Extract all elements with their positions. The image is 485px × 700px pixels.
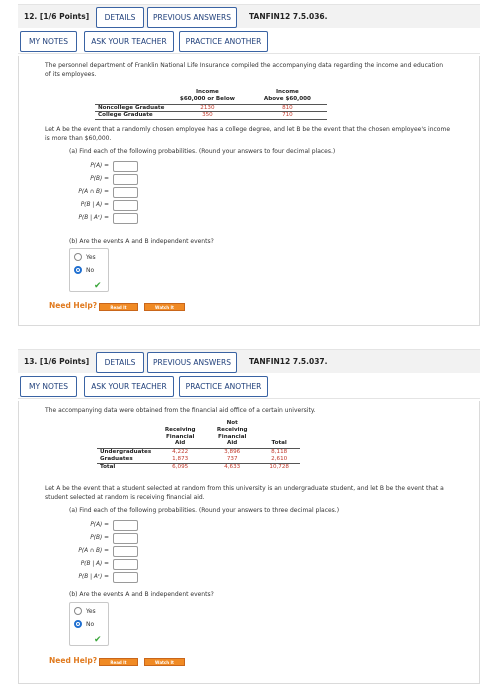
- radio-button-selected[interactable]: [74, 620, 82, 628]
- event-definition: Let A be the event that a student selected at random from this university is an undergraduate student, and let B be the event that a student selected at random is receiving financial aid.: [45, 485, 444, 501]
- prob-label-pb: P(B) =: [90, 535, 109, 541]
- data-table: [95, 89, 327, 120]
- table-cell: 810: [247, 104, 327, 112]
- option-no[interactable]: [74, 620, 94, 628]
- row-label: Total: [100, 463, 116, 470]
- table-cell: 350: [167, 112, 247, 120]
- table-row: [95, 104, 327, 112]
- answer-input-pa[interactable]: [113, 520, 138, 531]
- practice-another-button[interactable]: PRACTICE ANOTHER: [179, 31, 268, 52]
- table-header: [154, 420, 206, 449]
- row-label: Undergraduates: [100, 449, 152, 456]
- table-row: [95, 112, 327, 120]
- table-cell: 4,633: [224, 463, 241, 470]
- header-line: $60,000 or Below: [179, 95, 235, 102]
- option-label: Yes: [86, 253, 96, 261]
- table-cell: 6,095: [172, 463, 189, 470]
- header-line: Income: [195, 89, 219, 95]
- table-cell: 1,873: [154, 456, 206, 463]
- prob-label-pa: P(A) =: [90, 163, 109, 169]
- question-code: TANFIN12 7.5.036.: [249, 12, 328, 21]
- question-intro: The personnel department of Franklin National Life Insurance compiled the accompanying data regarding the income and education of its employees.: [45, 62, 444, 78]
- answer-input-pab[interactable]: [113, 187, 138, 198]
- details-button[interactable]: DETAILS: [96, 352, 144, 373]
- table-cell: 4,222: [172, 449, 189, 456]
- table-row: [97, 449, 300, 456]
- table-header: [167, 89, 247, 104]
- radio-button[interactable]: [74, 607, 82, 615]
- radio-button[interactable]: [74, 253, 82, 261]
- table-cell: 8,118: [271, 449, 288, 456]
- check-icon: ✔: [94, 281, 102, 291]
- question-code: TANFIN12 7.5.037.: [249, 357, 328, 366]
- event-definition: Let A be the event that a randomly chosen employee has a college degree, and let B be the event that the chosen employee's income is more than $60,000.: [45, 126, 451, 142]
- ask-teacher-button[interactable]: ASK YOUR TEACHER: [84, 31, 174, 52]
- option-yes[interactable]: [74, 253, 96, 261]
- practice-another-button[interactable]: PRACTICE ANOTHER: [179, 376, 268, 397]
- answer-input-pba[interactable]: [113, 559, 138, 570]
- header-line: Income: [275, 89, 299, 95]
- table-corner: [97, 420, 154, 449]
- header-line: Above $60,000: [263, 95, 311, 102]
- question-body: [18, 401, 480, 684]
- header-line: Financial: [165, 433, 195, 440]
- read-it-button[interactable]: Read It: [99, 303, 138, 311]
- table-cell: 10,728: [269, 463, 289, 470]
- answer-input-pb[interactable]: [113, 533, 138, 544]
- answer-input-pbac[interactable]: [113, 213, 138, 224]
- table-row: [97, 463, 300, 470]
- need-help-label: Need Help?: [49, 656, 98, 665]
- question-header: [18, 349, 480, 373]
- data-table: [97, 420, 300, 471]
- row-label: Graduates: [97, 456, 154, 463]
- question-number: 12. [1/6 Points]: [24, 12, 90, 21]
- check-icon: ✔: [94, 635, 102, 645]
- prob-label-pa: P(A) =: [90, 522, 109, 528]
- question-12: [18, 4, 480, 326]
- answer-input-pb[interactable]: [113, 174, 138, 185]
- radio-group: [69, 248, 109, 292]
- prob-label-pb: P(B) =: [90, 176, 109, 182]
- question-toolbar: [18, 28, 480, 54]
- prob-label-pab: P(A ∩ B) =: [78, 189, 109, 195]
- table-header: [247, 89, 327, 104]
- prob-label-pba: P(B | A) =: [80, 202, 109, 208]
- part-b-prompt: (b) Are the events A and B independent events?: [69, 591, 214, 598]
- part-b-prompt: (b) Are the events A and B independent events?: [69, 238, 214, 245]
- ask-teacher-button[interactable]: ASK YOUR TEACHER: [84, 376, 174, 397]
- table-cell: 2130: [167, 104, 247, 112]
- row-label: Noncollege Graduate: [95, 104, 167, 112]
- details-button[interactable]: DETAILS: [96, 7, 144, 28]
- previous-answers-button[interactable]: PREVIOUS ANSWERS: [147, 352, 237, 373]
- need-help-label: Need Help?: [49, 301, 98, 310]
- table-header: [258, 420, 300, 449]
- question-number: 13. [1/6 Points]: [24, 357, 90, 366]
- radio-button-selected[interactable]: [74, 266, 82, 274]
- previous-answers-button[interactable]: PREVIOUS ANSWERS: [147, 7, 237, 28]
- table-cell: 737: [206, 456, 258, 463]
- answer-input-pbac[interactable]: [113, 572, 138, 583]
- table-header: [206, 420, 258, 449]
- header-line: Not: [226, 420, 238, 426]
- header-line: Receiving: [216, 426, 248, 433]
- read-it-button[interactable]: Read It: [99, 658, 138, 666]
- question-body: [18, 56, 480, 326]
- option-yes[interactable]: [74, 607, 96, 615]
- part-a-prompt: (a) Find each of the following probabilities. (Round your answers to three decimal places.): [69, 507, 340, 514]
- prob-label-pba: P(B | A) =: [80, 561, 109, 567]
- table-cell: 710: [247, 112, 327, 120]
- my-notes-button[interactable]: MY NOTES: [20, 376, 77, 397]
- question-header: [18, 4, 480, 28]
- header-line: Receiving: [164, 426, 196, 433]
- header-line: Aid: [227, 440, 238, 447]
- part-a-prompt: (a) Find each of the following probabilities. (Round your answers to four decimal places.): [69, 148, 336, 155]
- table-cell: 3,896: [224, 449, 241, 456]
- header-line: Financial: [217, 433, 247, 440]
- answer-input-pba[interactable]: [113, 200, 138, 211]
- question-intro: The accompanying data were obtained from the financial aid office of a certain university.: [45, 407, 316, 414]
- option-label: No: [86, 620, 95, 628]
- prob-label-pab: P(A ∩ B) =: [78, 548, 109, 554]
- answer-input-pa[interactable]: [113, 161, 138, 172]
- option-label: Yes: [86, 607, 96, 615]
- watch-it-button[interactable]: Watch It: [144, 658, 185, 666]
- prob-label-pbac: P(B | Aᶜ) =: [78, 215, 109, 221]
- option-no[interactable]: [74, 266, 94, 274]
- table-row: [97, 456, 300, 463]
- table-corner: [95, 89, 167, 104]
- watch-it-button[interactable]: Watch It: [144, 303, 185, 311]
- table-cell: 2,610: [258, 456, 300, 463]
- radio-group: [69, 602, 109, 646]
- answer-input-pab[interactable]: [113, 546, 138, 557]
- question-toolbar: [18, 373, 480, 399]
- header-line: Total: [271, 440, 287, 447]
- header-line: Aid: [175, 440, 186, 447]
- prob-label-pbac: P(B | Aᶜ) =: [78, 574, 109, 580]
- row-label: College Graduate: [95, 112, 167, 120]
- my-notes-button[interactable]: MY NOTES: [20, 31, 77, 52]
- question-13: [18, 349, 480, 684]
- option-label: No: [86, 266, 95, 274]
